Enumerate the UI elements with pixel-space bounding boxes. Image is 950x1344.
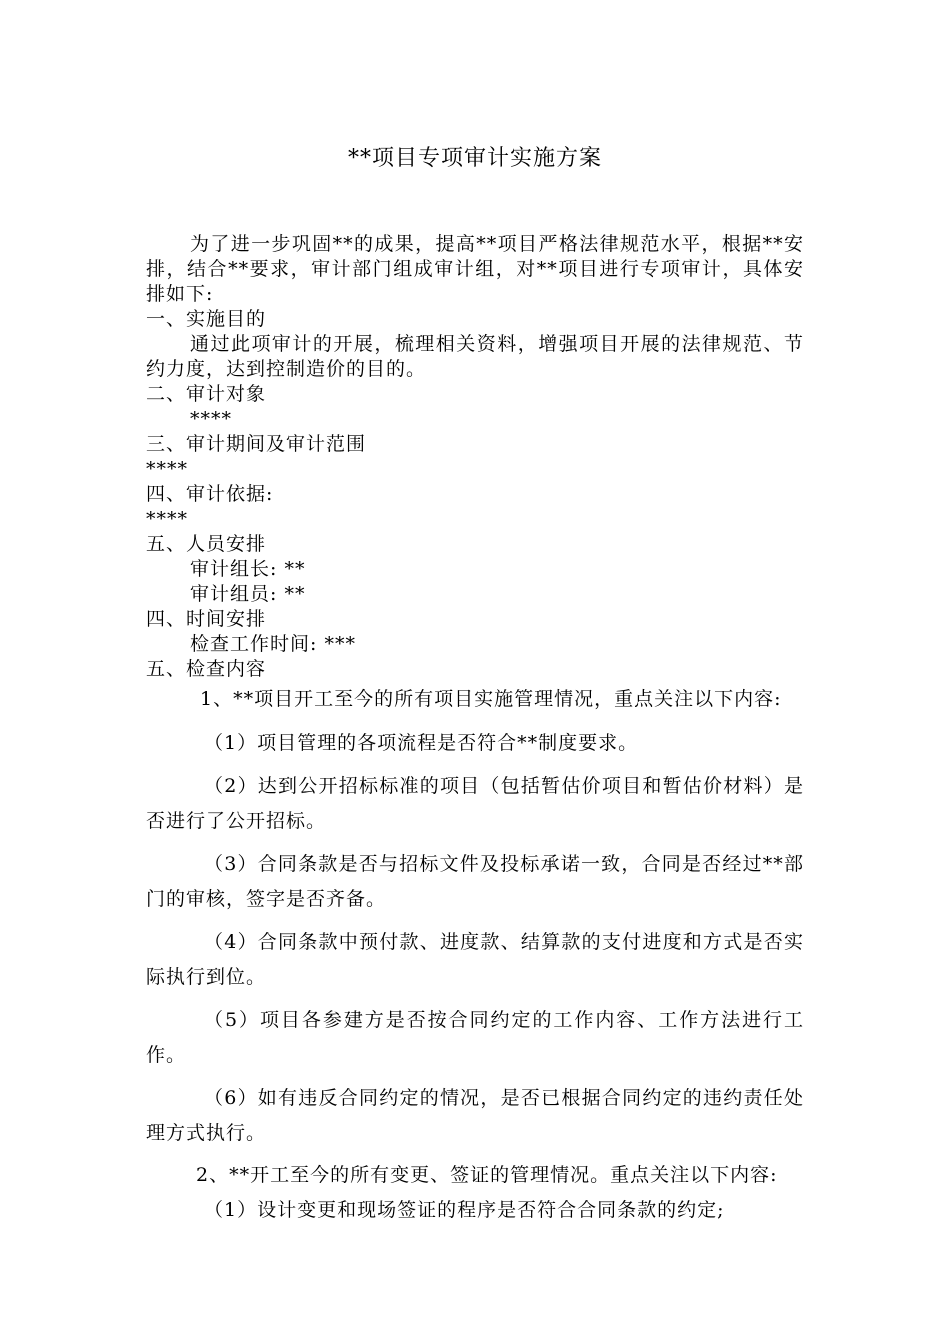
section-heading-schedule: 四、时间安排 xyxy=(146,608,267,630)
section-body-audit-object: **** xyxy=(190,408,232,430)
section-heading-staffing: 五、人员安排 xyxy=(146,533,267,555)
section-heading-audit-object: 二、审计对象 xyxy=(146,383,267,405)
section-heading-inspection: 五、检查内容 xyxy=(146,658,267,680)
inspection-item-1-2: （2）达到公开招标标准的项目（包括暂估价项目和暂估价材料）是否进行了公开招标。 xyxy=(146,775,804,832)
inspection-point-2: 2、**开工至今的所有变更、签证的管理情况。重点关注以下内容: xyxy=(196,1164,778,1186)
inspection-item-1-4: （4）合同条款中预付款、进度款、结算款的支付进度和方式是否实际执行到位。 xyxy=(146,931,804,988)
intro-paragraph: 为了进一步巩固**的成果，提高**项目严格法律规范水平，根据**安排，结合**要求，审计部门组成审计组，对**项目进行专项审计，具体安排如下: xyxy=(146,233,804,305)
section-heading-purpose: 一、实施目的 xyxy=(146,308,267,330)
section-body-purpose: 通过此项审计的开展，梳理相关资料，增强项目开展的法律规范、节约力度，达到控制造价的目的。 xyxy=(146,333,804,380)
schedule-body: 检查工作时间: *** xyxy=(190,633,356,655)
staffing-member: 审计组员: ** xyxy=(190,583,306,605)
inspection-item-1-5: （5）项目各参建方是否按合同约定的工作内容、工作方法进行工作。 xyxy=(146,1009,804,1066)
section-heading-audit-period: 三、审计期间及审计范围 xyxy=(146,433,367,455)
section-body-audit-basis: **** xyxy=(146,508,188,530)
document-title: **项目专项审计实施方案 xyxy=(347,146,602,171)
document-body xyxy=(146,232,804,1227)
section-heading-audit-basis: 四、审计依据: xyxy=(146,483,274,505)
staffing-leader: 审计组长: ** xyxy=(190,558,306,580)
inspection-item-1-1: （1）项目管理的各项流程是否符合**制度要求。 xyxy=(204,731,639,754)
inspection-item-2-1: （1）设计变更和现场签证的程序是否符合合同条款的约定; xyxy=(204,1198,725,1221)
inspection-item-1-3: （3）合同条款是否与招标文件及投标承诺一致，合同是否经过**部门的审核，签字是否齐备。 xyxy=(146,853,804,910)
section-body-audit-period: **** xyxy=(146,458,188,480)
inspection-item-1-6: （6）如有违反合同约定的情况，是否已根据合同约定的违约责任处理方式执行。 xyxy=(146,1087,804,1144)
inspection-point-1: 1、**项目开工至今的所有项目实施管理情况，重点关注以下内容: xyxy=(200,688,782,710)
